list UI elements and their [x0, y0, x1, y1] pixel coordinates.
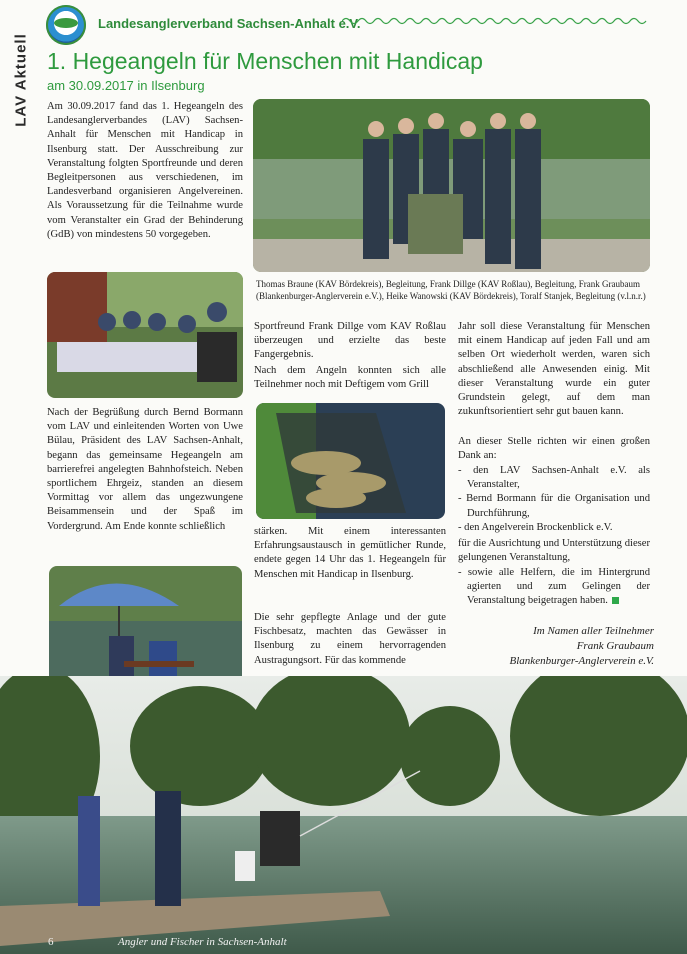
column-2-text-top-2: Nach dem Angeln konnten sich alle Teilnehmer noch mit Deftigem vom Grill	[254, 365, 446, 391]
section-label: LAV Aktuell	[12, 33, 30, 127]
column-2-text-top: Sportfreund Frank Dillge vom KAV Roßlau überzeugen und erzielte das beste Fangergebnis.	[254, 321, 446, 361]
thanks-intro: An dieser Stelle richten wir einen großen Dank an:	[458, 436, 650, 462]
end-mark-icon	[612, 597, 619, 604]
column-3-text: Jahr soll diese Veranstaltung für Menschen mit einem Handicap auf jeden Fall und am selben Ort wiederholt werden, waren sich abschließend alle Anwesenden einig. Mit dieser Veranstaltung wurde ein guter Grundstein gelegt, auf dem man zukunftsorientiert sehr gut bauen kann.	[458, 321, 650, 418]
organization-name: Landesanglerverband Sachsen-Anhalt e.V.	[98, 16, 361, 31]
header-wave-line	[342, 14, 648, 28]
thanks-last: - sowie alle Helfern, die im Hintergrund agierten und zum Gelingen der Veranstaltung beigetragen haben.	[458, 567, 650, 607]
column-2-text-bottom-2: Die sehr gepflegte Anlage und der gute Fischbesatz, machten das Gewässer in Ilsenburg zu einem hervorragenden Austragungsort. Für das kommende	[254, 612, 446, 666]
thanks-after: für die Ausrichtung und Unterstützung dieser gelungenen Veranstaltung,	[458, 538, 650, 564]
signature: Im Namen aller Teilnehmer Frank Graubaum Blankenburger-Anglerverein e.V.	[509, 625, 654, 667]
picnic-photo	[47, 272, 243, 398]
thanks-item: - den LAV Sachsen-Anhalt e.V. als Veranstalter,	[458, 465, 650, 491]
article-title: 1. Hegeangeln für Menschen mit Handicap	[47, 48, 483, 74]
thanks-item: - den Angelverein Brockenblick e.V.	[458, 521, 613, 533]
group-photo	[253, 99, 650, 272]
photo-caption: Thomas Braune (KAV Bördekreis), Begleitung, Frank Dillge (KAV Roßlau), Begleitung, Frank Graubaum (Blankenburger-Anglerverein e.V.), Heike Wanowski (KAV Bördekreis), Toralf Stanjek, Begleitung (v.l.n.r.)	[256, 279, 646, 301]
column-1-text: Nach der Begrüßung durch Bernd Bormann vom LAV und einleitenden Worten von Uwe Bülau, Präsident des LAV Sachsen-Anhalt, begann das gemeinsame Hegeangeln am barrierefrei angelegten Bahnhofsteich. Neben sportlichem Ehrgeiz, standen an diesem Vormittag vor allem das ungezwungene Beisammensein und der Spaß im Vordergrund. Am Ende konnte schließlich	[47, 407, 243, 532]
article-subtitle: am 30.09.2017 in Ilsenburg	[47, 78, 205, 93]
magazine-footer: Angler und Fischer in Sachsen-Anhalt	[118, 936, 287, 948]
fish-catch-photo	[256, 403, 445, 519]
thanks-list	[458, 464, 650, 535]
intro-paragraph: Am 30.09.2017 fand das 1. Hegeangeln des Landesanglerverbandes (LAV) Sachsen-Anhalt für Menschen mit Handicap in Ilsenburg statt. Der Ausschreibung zur Veranstaltung folgten Sportfreunde und deren Begleitpersonen aus verschiedenen, im Landesverband organisieren Angelvereinen. Als Voraussetzung für die Teilnahme wurde vom Veranstalter ein Grad der Behinderung (GdB) von mindestens 50 vorgegeben.	[47, 101, 243, 240]
pond-landscape-photo	[0, 676, 687, 954]
fish-icon	[54, 18, 78, 28]
page-number: 6	[48, 936, 54, 948]
column-2-text-bottom: stärken. Mit einem interessanten Erfahrungsaustausch in gemütlicher Runde, endete gegen 14 Uhr das 1. Hegeangeln für Menschen mit Handicap in Ilsenburg.	[254, 526, 446, 580]
thanks-item: - Bernd Bormann für die Organisation und Durchführung,	[458, 493, 650, 519]
